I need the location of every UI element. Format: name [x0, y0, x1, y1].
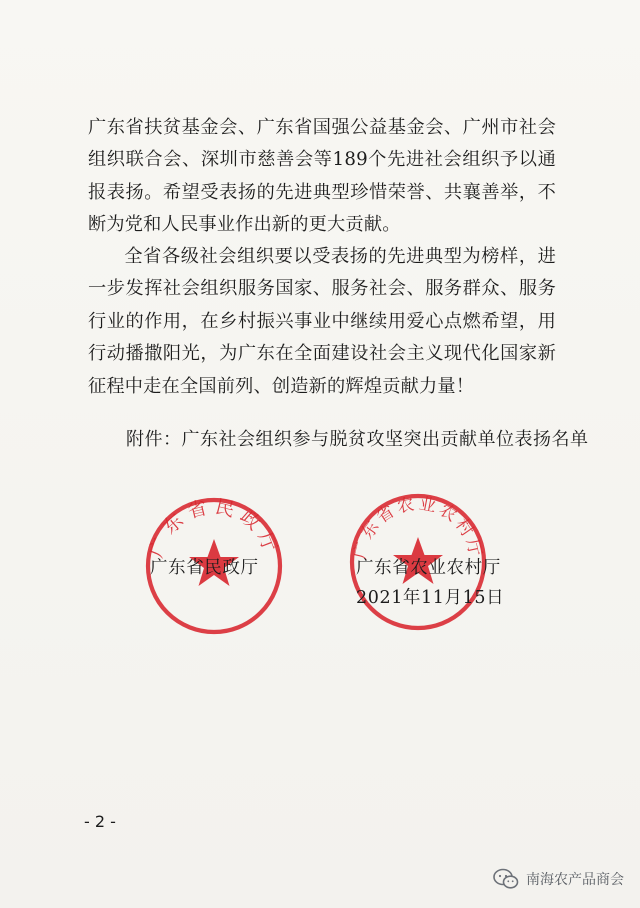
seal-left-text: 广东省民政厅 — [145, 495, 283, 561]
body-paragraph-2: 全省各级社会组织要以受表扬的先进典型为榜样，进一步发挥社会组织服务国家、服务社会、服务群众、服务行业的作用，在乡村振兴事业中继续用爱心点燃希望，用行动播撒阳光，为广东在全面建设社会主义现代化国家新征程中走在全国前列、创造新的辉煌贡献力量！ — [88, 246, 556, 397]
watermark-label: 南海农产品商会 — [526, 872, 624, 888]
signature-date: 2021年11月15日 — [356, 588, 505, 608]
body-paragraph-1: 广东省扶贫基金会、广东省国强公益基金会、广州市社会组织联合会、深圳市慈善会等189个先进社会组织予以通报表扬。希望受表扬的先进典型珍惜荣誉、共襄善举，不断为党和人民事业作出新的更大贡献。 — [88, 117, 556, 236]
seal-right-text: 广东省农业农村厅 — [350, 493, 486, 562]
page-number: - 2 - — [84, 812, 116, 831]
watermark — [493, 864, 624, 894]
wechat-icon — [493, 868, 519, 890]
attachment-note: 附件：广东社会组织参与脱贫攻坚突出贡献单位表扬名单 — [126, 429, 589, 450]
signature-agriculture: 广东省农业农村厅 — [356, 558, 501, 578]
signature-civil-affairs: 广东省民政厅 — [150, 558, 259, 578]
